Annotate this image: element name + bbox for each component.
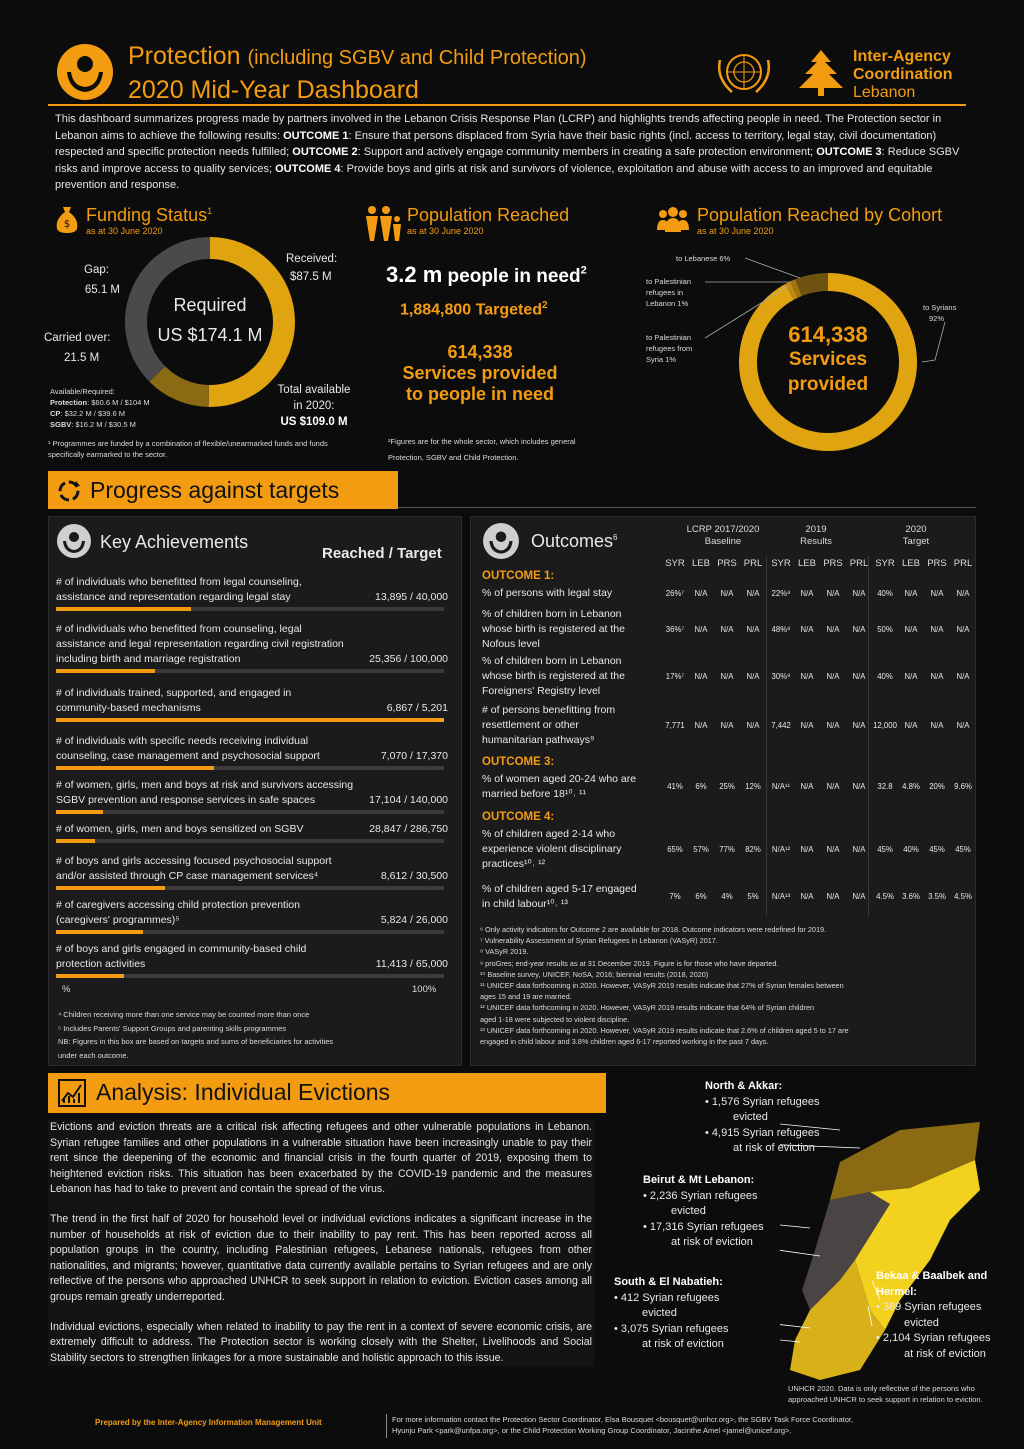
achievement-label: assistance and representation regarding legal stay <box>56 591 291 603</box>
group-icon <box>655 206 691 234</box>
outcome-note: engaged in child labour and 3.8% children aged 6-17 reported working in the past 7 days. <box>480 1037 769 1047</box>
achievement-label: community-based mechanisms <box>56 702 201 714</box>
outcome-value: N/A <box>720 624 734 634</box>
cohort-label-syrians: to Syrians 92% <box>923 303 957 323</box>
map-source-note: UNHCR 2020. Data is only reflective of the persons who approached UNHCR to seek support in relation to eviction. <box>788 1384 983 1404</box>
achievement-label: # of boys and girls accessing focused psychosocial support <box>56 855 332 867</box>
outcome-value: N/A <box>720 671 734 681</box>
outcome-value: 4.8% <box>902 782 920 791</box>
outcome-value: 26%⁷ <box>665 588 685 598</box>
outcome-indicator-line: % of persons with legal stay <box>482 587 613 599</box>
outcome-value: N/A <box>904 588 918 598</box>
outcome-value: N/A <box>930 720 944 730</box>
achievement-label: # of individuals who benefitted from legal counseling, <box>56 576 302 588</box>
achievement-row <box>56 942 448 972</box>
outcome-value: N/A <box>694 624 708 634</box>
outcome-col-header: SYR <box>875 558 895 569</box>
outcome-value: N/A <box>956 624 970 634</box>
org-name: Inter-Agency Coordination Lebanon <box>853 48 953 101</box>
analysis-text: Evictions and eviction threats are a critical risk affecting refugees and other vulnerable populations in Lebanon. Syrian refugee families and other populations in a vulnerable situation have been increasingly unable to pay their rent since the deepening of the economic and financial crisis in the fourth quarter of 2019, exposing them to heightened eviction risks. This situation has been exacerbated by the COVID-19 pandemic and the measures Lebanon has had to take to prevent and contain the spread of the virus. The trend in the first half of 2020 for household level or individual evictions indicates a significant increase in the number of households at risk of eviction due to their inability to pay rent. This has been reported across all population groups in the country, including Palestinian refugees, Lebanese nationals, refugees from other nationalities, and migrants; however, quantitative data currently available pertains to Syrian refugees and are only reflective of the persons who approached UNHCR to seek support in relation to eviction. Eviction cases among all groups remain greatly underreported. Individual evictions, especially when related to inability to pay the rent in a context of severe economic crisis, are extremely difficult to address. The Protection sector is working closely with the Shelter, Livelihoods and Social Stability sectors to strengthen linkages for a more sustainable and holistic approach to this issue. <box>48 1120 594 1366</box>
footer-divider <box>386 1414 387 1438</box>
outcome-value: 4.5% <box>954 892 972 901</box>
outcome-indicator <box>482 703 660 748</box>
achievement-progress-track <box>56 810 444 814</box>
outcome-value: N/A <box>930 624 944 634</box>
achievement-label: # of women, girls, men and boys at risk and survivors accessing <box>56 779 354 791</box>
outcome-value: 12% <box>745 782 761 791</box>
achievement-value: 11,413 / 65,000 <box>375 958 448 970</box>
outcome-value: N/A¹³ <box>771 892 791 901</box>
header-divider <box>48 104 966 106</box>
achievement-label: and/or assisted through CP case management services⁴ <box>56 870 319 882</box>
outcome-value: N/A <box>746 588 760 598</box>
achievement-row <box>56 778 448 808</box>
outcome-indicator-line: resettlement or other <box>482 719 579 731</box>
outcome-indicator-line: whose birth is registered at the <box>482 623 625 635</box>
ka-axis-left: % <box>62 984 71 995</box>
outcome-indicator-line: % of women aged 20-24 who are <box>482 773 637 785</box>
outcome-value: 20% <box>929 782 945 791</box>
gap-label: Gap: 65.1 M <box>84 264 120 296</box>
outcomes-title: Outcomes$^6$ <box>531 531 618 551</box>
outcome-indicator-line: Foreigners' Registry level <box>482 685 601 697</box>
achievement-label: including birth and marriage registration <box>56 653 241 665</box>
achievement-row <box>56 898 448 928</box>
outcome-value: N/A <box>800 720 814 730</box>
achievement-value: 5,824 / 26,000 <box>380 914 448 926</box>
outcome-indicator-line: whose birth is registered at the <box>482 670 625 682</box>
outcome-value: N/A <box>904 671 918 681</box>
achievement-progress-fill <box>56 718 444 722</box>
outcome-note: ¹¹ UNICEF data forthcoming in 2020. However, VASyR 2019 results indicate that 27% of Syrian females between <box>480 981 844 991</box>
achievement-row <box>56 622 448 667</box>
achievement-progress-track <box>56 886 444 890</box>
map-label-beirut-mt-lebanon: Beirut & Mt Lebanon: • 2,236 Syrian refugees evicted • 17,316 Syrian refugees at risk of eviction <box>643 1174 764 1248</box>
achievement-progress-fill <box>56 974 124 978</box>
achievement-value: 28,847 / 286,750 <box>369 823 448 835</box>
outcome-value: 41% <box>667 782 683 791</box>
outcome-value: 6% <box>695 892 707 901</box>
outcome-note: ¹² UNICEF data forthcoming in 2020. However, VASyR 2019 results indicate that 64% of Syrian children <box>480 1003 815 1013</box>
outcome-value: 4% <box>721 892 733 901</box>
carried-label: Carried over: 21.5 M <box>44 332 111 364</box>
achievement-progress-track <box>56 718 444 722</box>
outcome-col-header: SYR <box>771 558 791 569</box>
cohort-date: as at 30 June 2020 <box>697 226 774 236</box>
outcome-value: N/A <box>800 892 814 901</box>
achievement-row <box>56 854 448 884</box>
outcome-value: N/A <box>956 671 970 681</box>
achievement-label: # of boys and girls engaged in community-based child <box>56 943 307 955</box>
outcome-footnotes <box>480 924 970 1047</box>
achievement-row <box>56 822 448 837</box>
achievement-progress-fill <box>56 810 103 814</box>
outcome-value: N/A <box>800 671 814 681</box>
outcome-value: N/A <box>826 844 840 854</box>
outcome-value: N/A <box>852 782 866 791</box>
outcome-value: N/A <box>826 588 840 598</box>
map-label-south-nabatieh: South & El Nabatieh: • 412 Syrian refugees evicted • 3,075 Syrian refugees at risk of eviction <box>614 1276 729 1350</box>
outcome-value: 7% <box>669 892 681 901</box>
outcome-indicator-line: % of children aged 2-14 who <box>482 828 616 840</box>
progress-banner: Progress against targets <box>48 471 398 509</box>
outcome-value: N/A <box>904 720 918 730</box>
outcome-value: N/A <box>826 782 840 791</box>
outcome-value: N/A <box>826 892 840 901</box>
outcome-value: N/A <box>800 782 814 791</box>
outcome-value: N/A <box>852 624 866 634</box>
outcome-indicator-line: # of persons benefitting from <box>482 704 616 716</box>
reached-target-header: Reached / Target <box>322 545 442 562</box>
outcome-indicator <box>482 654 660 699</box>
outcome-indicator-line: experience violent disciplinary <box>482 843 622 855</box>
intro-text: This dashboard summarizes progress made by partners involved in the Lebanon Crisis Response Plan (LCRP) and highlights trends affecting people in need. The Protection sector in Lebanon aims to achieve the following results: OUTCOME 1: Ensure that persons displaced from Syria have their basic rights (incl. access to territory, legal stay, civil documentation) respected and specific protection needs fulfilled; OUTCOME 2: Support and actively engage community members in creating a safe protection environment; OUTCOME 3: Reduce SGBV risks and improve access to quality services; OUTCOME 4: Provide boys and girls at risk and survivors of violence, exploitation and abuse with access to an improved and equitable prevention and response. <box>55 113 960 191</box>
achievement-label: counseling, case management and psychosocial support <box>56 750 320 762</box>
achievement-progress-track <box>56 839 444 843</box>
outcome-col-header: PRL <box>849 558 869 569</box>
outcome-indicator <box>482 882 660 912</box>
achievement-progress-fill <box>56 930 143 934</box>
outcome-value: 82% <box>745 844 761 854</box>
outcome-value: 7,442 <box>771 720 791 730</box>
cohort-label-prl: to Palestinian refugees in Lebanon 1% <box>646 277 692 308</box>
total-available: Total available in 2020: US $109.0 M <box>277 384 351 428</box>
outcome-1-heading: OUTCOME 1: <box>482 570 555 582</box>
outcome-value: N/A <box>826 624 840 634</box>
outcome-col-header: LEB <box>902 558 920 569</box>
outcome-col-header: PRL <box>743 558 763 569</box>
outcome-value: N/A <box>720 720 734 730</box>
outcome-note: ⁷ Vulnerability Assessment of Syrian Refugees in Lebanon (VASyR) 2017. <box>480 936 718 946</box>
outcome-value: N/A <box>852 720 866 730</box>
outcome-value: 4.5% <box>876 892 894 901</box>
outcome-value: 7,771 <box>665 720 685 730</box>
outcome-value: N/A <box>852 671 866 681</box>
funding-date: as at 30 June 2020 <box>86 226 163 236</box>
cohort-leader-lines <box>700 250 960 370</box>
outcome-indicator <box>482 586 660 601</box>
achievement-progress-track <box>56 766 444 770</box>
outcome-note: ⁹ proGres; end-year results as at 31 December 2019. Figure is for those who have departed. <box>480 958 779 968</box>
outcome-col-header: PRS <box>927 558 947 569</box>
outcome-indicator-line: in child labour¹⁰˒ ¹³ <box>482 898 568 910</box>
outcome-value: N/A <box>852 892 866 901</box>
map-label-bekaa: Bekaa & Baalbek and Hermel: • 389 Syrian refugees evicted • 2,104 Syrian refugees at risk of eviction <box>876 1270 991 1360</box>
outcome-value: 50% <box>877 624 893 634</box>
outcome-value: 30%⁸ <box>771 671 791 681</box>
outcome-value: 48%⁸ <box>771 624 791 634</box>
svg-text:$: $ <box>63 219 71 230</box>
outcome-value: 40% <box>903 844 919 854</box>
outcome-value: 9.6% <box>954 782 972 791</box>
outcome-indicator-line: practices¹⁰˒ ¹² <box>482 858 546 870</box>
achievement-row <box>56 686 448 716</box>
outcome-value: N/A <box>826 720 840 730</box>
outcome-col-header: PRS <box>823 558 843 569</box>
outcome-indicator <box>482 827 660 872</box>
outcome-value: N/A <box>746 671 760 681</box>
outcome-value: 3.6% <box>902 892 920 901</box>
achievement-label: (caregivers' programmes)⁵ <box>56 914 180 926</box>
outcome-value: 45% <box>877 844 893 854</box>
group-results: 2019 Results <box>800 524 832 547</box>
services-provided: 614,338 Services provided to people in need <box>402 342 558 404</box>
cohort-center: 614,338 Services provided <box>787 322 869 395</box>
outcome-note: ⁶ Only activity indicators for Outcome 2 are available for 2018. Outcome indicators were redefined for 2019. <box>480 925 827 934</box>
achievement-label: # of individuals trained, supported, and engaged in <box>56 687 292 699</box>
achievement-value: 6,867 / 5,201 <box>386 702 448 714</box>
outcome-value: N/A <box>800 844 814 854</box>
outcome-value: N/A <box>930 671 944 681</box>
cedar-logo-icon <box>795 48 847 98</box>
people-in-need: 3.2 m people in need$^2$ <box>386 262 587 287</box>
chart-trend-icon <box>58 1079 86 1107</box>
outcome-indicator-line: % of children born in Lebanon <box>482 608 622 620</box>
population-title: Population Reached <box>407 205 570 225</box>
outcome-col-header: SYR <box>665 558 685 569</box>
outcome-value: N/A <box>904 624 918 634</box>
outcome-value: N/A <box>800 624 814 634</box>
ka-footnotes: ⁴ Children receiving more than one service may be counted more than once ⁵ Includes Parents' Support Groups and parenting skills programmes NB: Figures in this box are based on targets and sums of beneficiaries for activities under each outcome. <box>58 1010 334 1060</box>
outcome-indicator-line: Nofous level <box>482 638 540 650</box>
targeted-count: 1,884,800 Targeted$^2$ <box>400 300 548 319</box>
funding-center: Required US $174.1 M <box>157 295 263 345</box>
outcome-4-heading: OUTCOME 4: <box>482 811 555 823</box>
outcome-indicator <box>482 607 660 652</box>
achievement-label: # of women, girls, men and boys sensitized on SGBV <box>56 823 304 835</box>
outcome-value: N/A <box>956 588 970 598</box>
achievement-value: 7,070 / 17,370 <box>380 750 448 762</box>
outcome-value: 40% <box>877 588 893 598</box>
outcome-value: 32.8 <box>877 782 893 791</box>
outcome-value: N/A <box>694 588 708 598</box>
outcome-value: N/A <box>930 588 944 598</box>
outcome-value: N/A¹¹ <box>771 782 791 791</box>
outcome-value: 6% <box>695 782 707 791</box>
ka-axis-right: 100% <box>412 984 437 995</box>
outcome-indicator-line: married before 18¹⁰˒ ¹¹ <box>482 788 586 800</box>
outcome-value: 45% <box>929 844 945 854</box>
progress-divider <box>398 507 976 508</box>
outcome-value: 77% <box>719 844 735 854</box>
hands-icon <box>56 523 92 559</box>
population-footnote: ²Figures are for the whole sector, which includes general Protection, SGBV and Child Protection. <box>388 437 576 462</box>
achievement-label: # of individuals who benefitted from counseling, legal <box>56 623 302 635</box>
outcome-note: aged 1-18 were subjected to violent discipline. <box>480 1014 630 1024</box>
achievement-progress-fill <box>56 669 155 673</box>
outcome-value: 17%⁷ <box>665 671 685 681</box>
sep-2 <box>868 556 869 916</box>
achievement-progress-track <box>56 974 444 978</box>
achievement-progress-fill <box>56 607 191 611</box>
outcome-indicator-line: humanitarian pathways⁹ <box>482 734 595 746</box>
outcome-value: 5% <box>747 892 759 901</box>
outcome-col-header: LEB <box>798 558 816 569</box>
outcome-col-header: PRS <box>717 558 737 569</box>
outcome-note: ¹⁰ Baseline survey, UNICEF, NoSA, 2016; biennial results (2018, 2020) <box>480 969 709 979</box>
population-date: as at 30 June 2020 <box>407 226 484 236</box>
people-icon <box>362 205 402 241</box>
outcome-indicator-line: % of children born in Lebanon <box>482 655 622 667</box>
outcome-value: 45% <box>955 844 971 854</box>
received-label: Received: $87.5 M <box>286 253 338 283</box>
cohort-title: Population Reached by Cohort <box>697 205 943 225</box>
progress-cycle-icon <box>56 478 82 504</box>
money-bag-icon <box>55 205 79 233</box>
outcome-value: N/A <box>694 720 708 730</box>
achievement-label: # of caregivers accessing child protection prevention <box>56 899 300 911</box>
cohort-label-lebanese: to Lebanese 6% <box>676 254 731 263</box>
achievement-progress-fill <box>56 839 95 843</box>
achievement-progress-track <box>56 669 444 673</box>
footer-contact: For more information contact the Protection Sector Coordinator, Elsa Bousquet <bousquet@unhcr.org>, the SGBV Task Force Coordinator, Hyunju Park <park@unfpa.org>, or the Child Protection Working Group Coordinator, Jacinthe Amel <jamel@unicef.org>. <box>392 1415 854 1435</box>
outcome-value: N/A <box>746 624 760 634</box>
outcome-col-header: LEB <box>692 558 710 569</box>
group-target: 2020 Target <box>902 524 930 547</box>
outcome-value: 65% <box>667 844 683 854</box>
group-baseline: LCRP 2017/2020 Baseline <box>686 524 760 547</box>
map-label-north-akkar: North & Akkar: • 1,576 Syrian refugees evicted • 4,915 Syrian refugees at risk of eviction <box>705 1080 820 1154</box>
outcome-note: ages 15 and 19 are married. <box>480 992 572 1002</box>
un-emblem-icon <box>712 48 776 98</box>
achievement-progress-track <box>56 930 444 934</box>
achievement-row <box>56 734 448 764</box>
outcome-value: 25% <box>719 782 735 791</box>
outcome-value: N/A¹² <box>771 844 791 854</box>
achievement-progress-fill <box>56 766 214 770</box>
outcome-note: ⁸ VASyR 2019. <box>480 947 529 957</box>
achievement-value: 25,356 / 100,000 <box>369 653 448 665</box>
achievement-progress-track <box>56 607 444 611</box>
outcome-value: 40% <box>877 671 893 681</box>
achievement-label: # of individuals with specific needs receiving individual <box>56 735 309 747</box>
outcome-value: N/A <box>852 588 866 598</box>
outcome-3-heading: OUTCOME 3: <box>482 756 555 768</box>
funding-title: Funding Status$^1$ <box>86 205 213 225</box>
outcome-indicator-line: % of children aged 5-17 engaged <box>482 883 637 895</box>
sep-1 <box>766 556 767 916</box>
outcome-value: 3.5% <box>928 892 946 901</box>
key-achievements-title: Key Achievements <box>100 532 249 552</box>
available-breakdown: Available/Required: Protection: $60.6 M / $104 M CP: $32.2 M / $39.6 M SGBV: $16.2 M / $30.5 M <box>50 387 150 429</box>
achievement-label: protection activities <box>56 958 146 970</box>
achievement-value: 8,612 / 30,500 <box>380 870 448 882</box>
outcome-value: N/A <box>720 588 734 598</box>
outcome-value: N/A <box>694 671 708 681</box>
outcome-value: N/A <box>800 588 814 598</box>
achievement-row <box>56 575 448 605</box>
achievement-value: 13,895 / 40,000 <box>375 591 448 603</box>
funding-footnote: ¹ Programmes are funded by a combination of flexible/unearmarked funds and funds specifically earmarked to the sector. <box>48 439 328 459</box>
page-title: Protection (including SGBV and Child Protection) 2020 Mid-Year Dashboard <box>128 42 587 104</box>
analysis-banner: Analysis: Individual Evictions <box>48 1073 606 1113</box>
achievement-value: 17,104 / 140,000 <box>369 794 448 806</box>
achievement-progress-fill <box>56 886 165 890</box>
outcome-value: 22%⁸ <box>771 588 791 598</box>
cohort-label-prs: to Palestinian refugees from Syria 1% <box>646 333 693 364</box>
outcome-value: N/A <box>826 671 840 681</box>
outcome-value: 57% <box>693 844 709 854</box>
outcome-col-header: PRL <box>953 558 973 569</box>
outcome-value: N/A <box>746 720 760 730</box>
outcome-note: ¹³ UNICEF data forthcoming in 2020. However, VASyR 2019 results indicate that 2.6% of children aged 5 to 17 are <box>480 1025 849 1035</box>
achievement-label: assistance and legal representation regarding civil registration <box>56 638 344 650</box>
outcome-value: N/A <box>852 844 866 854</box>
outcomes-hands-icon <box>482 522 520 560</box>
footer-prepared: Prepared by the Inter-Agency Information Management Unit <box>95 1418 322 1427</box>
outcome-indicator <box>482 772 660 802</box>
outcome-value: 12,000 <box>873 720 897 730</box>
outcome-value: N/A <box>956 720 970 730</box>
outcome-value: 36%⁷ <box>665 624 685 634</box>
protection-logo <box>55 42 115 102</box>
achievement-label: SGBV prevention and response services in safe spaces <box>56 794 316 806</box>
